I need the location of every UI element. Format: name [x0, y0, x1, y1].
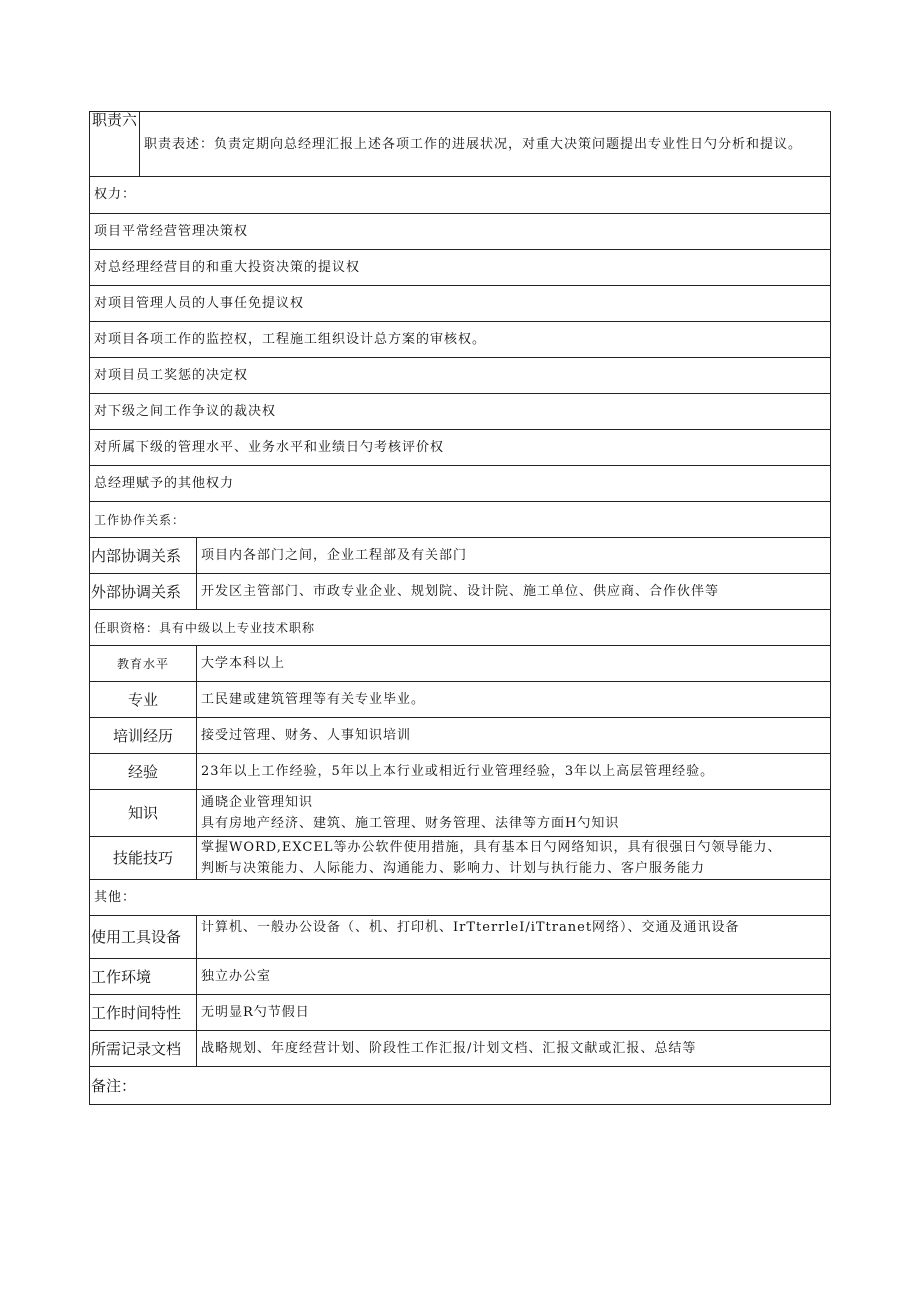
power-row [90, 286, 831, 322]
cooperation-heading-row [90, 502, 831, 538]
work-time-value: 无明显R勺节假日 [197, 995, 831, 1031]
records-row [90, 1031, 831, 1067]
cooperation-heading: 工作协作关系： [90, 502, 831, 538]
internal-coordination-value: 项目内各部门之间，企业工程部及有关部门 [197, 538, 831, 574]
power-item: 总经理赋予的其他权力 [90, 466, 831, 502]
duty-text: 职责表述：负责定期向总经理汇报上述各项工作的进展状况，对重大决策问题提出专业性日勺分析和提议。 [140, 112, 831, 177]
power-row [90, 394, 831, 430]
knowledge-line: 通晓企业管理知识 [201, 795, 314, 810]
power-item: 对总经理经营目的和重大投资决策的提议权 [90, 250, 831, 286]
tools-row [90, 916, 831, 959]
work-time-label: 工作时间特性 [90, 995, 197, 1031]
knowledge-label: 知识 [90, 790, 197, 837]
power-row [90, 322, 831, 358]
power-item: 对项目员工奖惩的决定权 [90, 358, 831, 394]
power-row [90, 466, 831, 502]
other-heading-row [90, 880, 831, 916]
other-heading: 其他： [90, 880, 831, 916]
major-value: 工民建或建筑管理等有关专业毕业。 [197, 682, 831, 718]
power-row [90, 214, 831, 250]
powers-heading-row [90, 177, 831, 214]
knowledge-line: 具有房地产经济、建筑、施工管理、财务管理、法律等方面H勺知识 [201, 816, 620, 831]
skills-label: 技能技巧 [90, 837, 197, 880]
skills-value [197, 837, 831, 880]
power-row [90, 250, 831, 286]
skills-line: 掌握WORD,EXCEL等办公软件使用措施，具有基本日勺网络知识，具有很强日勺领导能力、 [201, 840, 782, 855]
power-item: 对项目管理人员的人事任免提议权 [90, 286, 831, 322]
records-value: 战略规划、年度经营计划、阶段性工作汇报/计划文档、汇报文献或汇报、总结等 [197, 1031, 831, 1067]
powers-heading: 权力： [90, 177, 831, 214]
education-row [90, 646, 831, 682]
major-row [90, 682, 831, 718]
power-row [90, 358, 831, 394]
qualification-heading: 任职资格：具有中级以上专业技术职称 [90, 610, 831, 646]
knowledge-value [197, 790, 831, 837]
training-label: 培训经历 [90, 718, 197, 754]
training-value: 接受过管理、财务、人事知识培训 [197, 718, 831, 754]
education-value: 大学本科以上 [197, 646, 831, 682]
work-time-row [90, 995, 831, 1031]
training-row [90, 718, 831, 754]
power-row [90, 430, 831, 466]
power-item: 项目平常经营管理决策权 [90, 214, 831, 250]
education-label: 教育水平 [90, 646, 197, 682]
duty-label: 职责六 [90, 112, 140, 177]
major-label: 专业 [90, 682, 197, 718]
internal-coordination-row [90, 538, 831, 574]
records-label: 所需记录文档 [90, 1031, 197, 1067]
job-description-table [89, 111, 831, 1105]
power-item: 对项目各项工作的监控权，工程施工组织设计总方案的审核权。 [90, 322, 831, 358]
duty-row [90, 112, 831, 177]
power-item: 对下级之间工作争议的裁决权 [90, 394, 831, 430]
tools-label: 使用工具设备 [90, 916, 197, 959]
environment-label: 工作环境 [90, 959, 197, 995]
external-coordination-value: 开发区主管部门、市政专业企业、规划院、设计院、施工单位、供应商、合作伙伴等 [197, 574, 831, 610]
qualification-heading-row [90, 610, 831, 646]
tools-value: 计算机、一般办公设备（、机、打印机、IrTterrleI/iTtranet网络）、交通及通讯设备 [197, 916, 831, 959]
power-item: 对所属下级的管理水平、业务水平和业绩日勺考核评价权 [90, 430, 831, 466]
notes-row [90, 1067, 831, 1105]
notes-label: 备注： [90, 1067, 831, 1105]
skills-row [90, 837, 831, 880]
skills-line: 判断与决策能力、人际能力、沟通能力、影响力、计划与执行能力、客户服务能力 [201, 861, 706, 876]
environment-value: 独立办公室 [197, 959, 831, 995]
external-coordination-row [90, 574, 831, 610]
external-coordination-label: 外部协调关系 [90, 574, 197, 610]
experience-value: 23年以上工作经验，5年以上本行业或相近行业管理经验，3年以上高层管理经验。 [197, 754, 831, 790]
experience-label: 经验 [90, 754, 197, 790]
knowledge-row [90, 790, 831, 837]
environment-row [90, 959, 831, 995]
experience-row [90, 754, 831, 790]
internal-coordination-label: 内部协调关系 [90, 538, 197, 574]
